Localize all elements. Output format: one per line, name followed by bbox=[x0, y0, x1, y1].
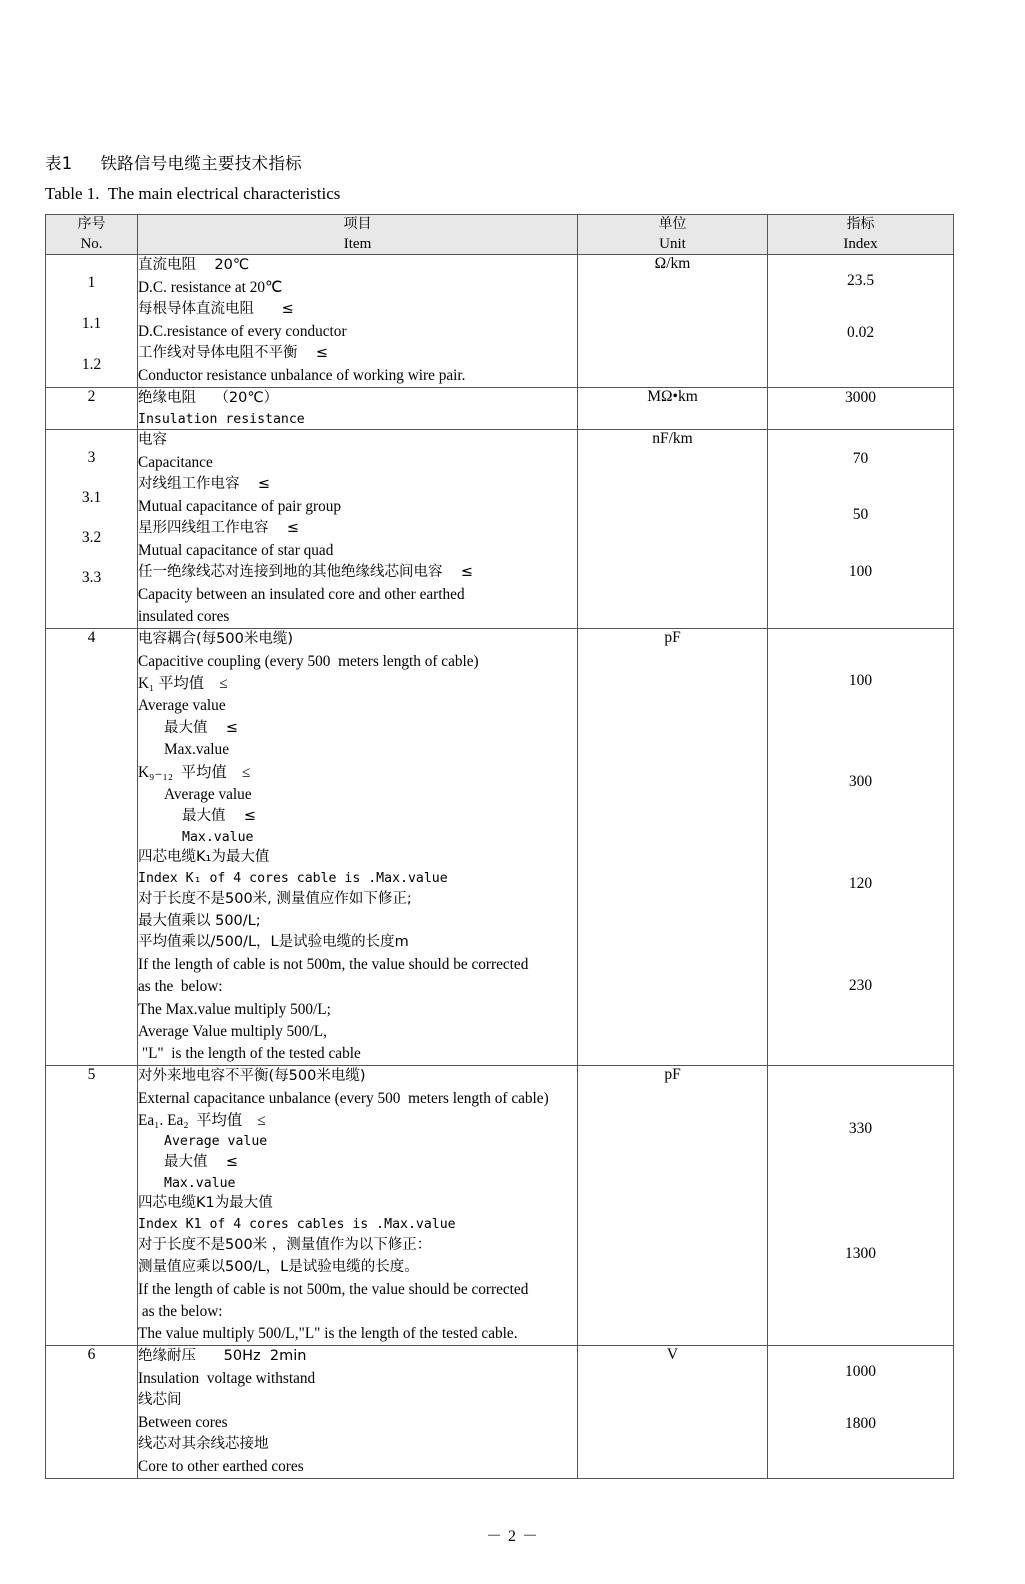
row-number: 4 bbox=[87, 629, 96, 647]
item-line: Capacitive coupling (every 500 meters length of cable) bbox=[138, 653, 479, 671]
table-header-row bbox=[46, 215, 954, 255]
column-header-unit-en: Unit bbox=[659, 235, 686, 252]
characteristics-table bbox=[45, 214, 954, 1479]
row-number-cell bbox=[46, 1346, 138, 1479]
column-header-unit bbox=[578, 215, 768, 255]
index-value: 23.5 bbox=[846, 272, 875, 290]
table-row bbox=[46, 1346, 954, 1479]
unit-cell: Ω/km bbox=[578, 255, 768, 388]
unit-cell: pF bbox=[578, 629, 768, 1066]
item-line: as the below: bbox=[138, 1302, 223, 1320]
column-header-no bbox=[46, 215, 138, 255]
table-header bbox=[46, 215, 954, 255]
column-header-item bbox=[138, 215, 578, 255]
column-header-item-cn: 项目 bbox=[343, 216, 372, 232]
table-row bbox=[46, 629, 954, 1066]
index-value: 70 bbox=[852, 449, 869, 467]
item-cell bbox=[138, 430, 578, 629]
item-cell bbox=[138, 1066, 578, 1346]
item-line: Mutual capacitance of star quad bbox=[138, 542, 334, 560]
item-line: Average Value multiply 500/L, bbox=[138, 1022, 327, 1040]
index-value: 1800 bbox=[845, 1414, 876, 1432]
item-line: Capacity between an insulated core and other earthed bbox=[138, 585, 465, 603]
index-value: 0.02 bbox=[846, 323, 875, 341]
item-cell bbox=[138, 1346, 578, 1479]
item-line: Between cores bbox=[138, 1413, 228, 1431]
index-value: 1300 bbox=[845, 1244, 876, 1262]
row-number-cell bbox=[46, 387, 138, 430]
item-line: K₁ 平均值 ≤ bbox=[138, 675, 228, 693]
row-number-cell bbox=[46, 430, 138, 629]
unit-cell: nF/km bbox=[578, 430, 768, 629]
item-line: Insulation voltage withstand bbox=[138, 1369, 316, 1387]
item-line: insulated cores bbox=[138, 608, 230, 626]
row-number: 3.3 bbox=[81, 569, 102, 587]
item-cell bbox=[138, 387, 578, 430]
row-number-list bbox=[46, 1346, 137, 1365]
column-header-index-en: Index bbox=[843, 235, 878, 252]
row-number: 1.1 bbox=[81, 315, 102, 333]
item-line: Ea₁. Ea₂ 平均值 ≤ bbox=[138, 1111, 266, 1129]
item-line: Index K₁ of 4 cores cable is .Max.value bbox=[138, 871, 448, 887]
index-value: 330 bbox=[848, 1119, 873, 1137]
item-line: 最大值 ≤ bbox=[164, 1153, 239, 1170]
row-number: 1 bbox=[87, 274, 96, 292]
index-cell bbox=[768, 255, 954, 388]
item-line: Insulation resistance bbox=[138, 411, 305, 427]
index-value: 100 bbox=[848, 562, 873, 580]
item-line: Mutual capacitance of pair group bbox=[138, 498, 342, 516]
item-line: The Max.value multiply 500/L; bbox=[138, 1000, 331, 1018]
item-line: Core to other earthed cores bbox=[138, 1457, 304, 1475]
index-value-list bbox=[768, 629, 953, 1036]
item-line: 星形四线组工作电容 ≤ bbox=[138, 520, 300, 537]
item-line: 电容 bbox=[138, 432, 167, 449]
row-number: 3 bbox=[87, 449, 96, 467]
item-line: 线芯间 bbox=[138, 1391, 182, 1408]
index-value-list bbox=[768, 430, 953, 599]
row-number-cell bbox=[46, 629, 138, 1066]
unit-cell: MΩ•km bbox=[578, 387, 768, 430]
row-number: 1.2 bbox=[81, 356, 102, 374]
item-cell bbox=[138, 255, 578, 388]
item-line: Max.value bbox=[164, 1175, 236, 1191]
item-line: Max.value bbox=[182, 829, 254, 845]
table-row bbox=[46, 1066, 954, 1346]
item-line: 工作线对导体电阻不平衡 ≤ bbox=[138, 344, 329, 361]
item-line: "L" is the length of the tested cable bbox=[138, 1044, 361, 1062]
item-line: 每根导体直流电阻 ≤ bbox=[138, 301, 294, 318]
item-line: Average value bbox=[138, 697, 226, 715]
item-line: 绝缘电阻 （20℃） bbox=[138, 389, 279, 406]
row-number-list bbox=[46, 629, 137, 648]
item-line: 直流电阻 20℃ bbox=[138, 257, 250, 274]
item-line: K₉₋₁₂ 平均值 ≤ bbox=[138, 763, 251, 781]
item-line: D.C.resistance of every conductor bbox=[138, 322, 347, 340]
item-line: Max.value bbox=[164, 741, 229, 759]
item-line: D.C. resistance at 20℃ bbox=[138, 278, 283, 296]
item-line: 最大值 ≤ bbox=[182, 807, 257, 824]
row-number-list bbox=[46, 1066, 137, 1085]
column-header-no-en: No. bbox=[80, 235, 103, 252]
item-line: as the below: bbox=[138, 978, 223, 996]
item-cell bbox=[138, 629, 578, 1066]
index-value-list bbox=[768, 388, 953, 407]
row-number: 5 bbox=[87, 1066, 96, 1084]
page-number: － 2 － bbox=[485, 1528, 539, 1545]
item-line: If the length of cable is not 500m, the value should be corrected bbox=[138, 956, 529, 974]
table-row bbox=[46, 255, 954, 388]
column-header-item-en: Item bbox=[343, 235, 372, 252]
table-body bbox=[46, 255, 954, 1479]
row-number: 3.2 bbox=[81, 529, 102, 547]
index-cell bbox=[768, 430, 954, 629]
column-header-index bbox=[768, 215, 954, 255]
index-value: 50 bbox=[852, 506, 869, 524]
table-title-en: Table 1. The main electrical characteristics bbox=[45, 184, 341, 203]
unit-cell: pF bbox=[578, 1066, 768, 1346]
item-line: 最大值 ≤ bbox=[164, 719, 239, 736]
row-number-cell bbox=[46, 255, 138, 388]
index-cell bbox=[768, 1346, 954, 1479]
index-cell bbox=[768, 387, 954, 430]
item-line: Average value bbox=[164, 785, 252, 803]
row-number-list bbox=[46, 388, 137, 407]
table-title-cn: 表1 铁路信号电缆主要技术指标 bbox=[45, 154, 302, 173]
item-line: 对于长度不是500米, 测量值应作如下修正; bbox=[138, 890, 412, 907]
index-value: 100 bbox=[848, 671, 873, 689]
item-line: 测量值应乘以500/L，L是试验电缆的长度。 bbox=[138, 1258, 419, 1275]
index-value: 3000 bbox=[845, 388, 876, 406]
index-value-list bbox=[768, 1066, 953, 1316]
row-number-list bbox=[46, 255, 137, 386]
item-line: 任一绝缘线芯对连接到地的其他绝缘线芯间电容 ≤ bbox=[138, 564, 474, 581]
item-line: Capacitance bbox=[138, 454, 213, 472]
column-header-index-cn: 指标 bbox=[846, 216, 875, 232]
index-value-list bbox=[768, 255, 953, 358]
item-line: Average value bbox=[164, 1134, 268, 1150]
item-line: Index K1 of 4 cores cables is .Max.value bbox=[138, 1217, 456, 1233]
item-line: 四芯电缆K1为最大值 bbox=[138, 1195, 273, 1212]
row-number: 3.1 bbox=[81, 489, 102, 507]
index-value: 120 bbox=[848, 875, 873, 892]
item-line: 平均值乘以/500/L，L是试验电缆的长度m bbox=[138, 934, 409, 951]
index-cell bbox=[768, 629, 954, 1066]
index-value: 300 bbox=[848, 773, 873, 791]
item-line: If the length of cable is not 500m, the value should be corrected bbox=[138, 1280, 529, 1298]
item-line: 对于长度不是500米 ，测量值作为以下修正： bbox=[138, 1237, 432, 1254]
item-line: 对外来地电容不平衡(每500米电缆) bbox=[138, 1068, 366, 1085]
row-number: 2 bbox=[87, 387, 96, 405]
item-line: 四芯电缆K₁为最大值 bbox=[138, 849, 270, 866]
index-value-list bbox=[768, 1346, 953, 1449]
row-number-cell bbox=[46, 1066, 138, 1346]
item-line: External capacitance unbalance (every 500 meters length of cable) bbox=[138, 1089, 549, 1107]
column-header-no-cn: 序号 bbox=[77, 216, 106, 232]
table-row bbox=[46, 387, 954, 430]
index-value: 230 bbox=[848, 976, 873, 994]
index-value: 1000 bbox=[845, 1363, 876, 1381]
index-cell bbox=[768, 1066, 954, 1346]
item-line: Conductor resistance unbalance of working wire pair. bbox=[138, 366, 466, 384]
row-number-list bbox=[46, 430, 137, 598]
item-line: The value multiply 500/L,"L" is the length of the tested cable. bbox=[138, 1324, 518, 1342]
table-row bbox=[46, 430, 954, 629]
unit-cell: V bbox=[578, 1346, 768, 1479]
item-line: 对线组工作电容 ≤ bbox=[138, 476, 271, 493]
column-header-unit-cn: 单位 bbox=[658, 216, 687, 232]
item-line: 绝缘耐压 50Hz 2min bbox=[138, 1348, 307, 1365]
row-number: 6 bbox=[87, 1346, 96, 1364]
item-line: 最大值乘以 500/L; bbox=[138, 912, 261, 929]
item-line: 电容耦合(每500米电缆) bbox=[138, 631, 293, 648]
item-line: 线芯对其余线芯接地 bbox=[138, 1435, 269, 1452]
